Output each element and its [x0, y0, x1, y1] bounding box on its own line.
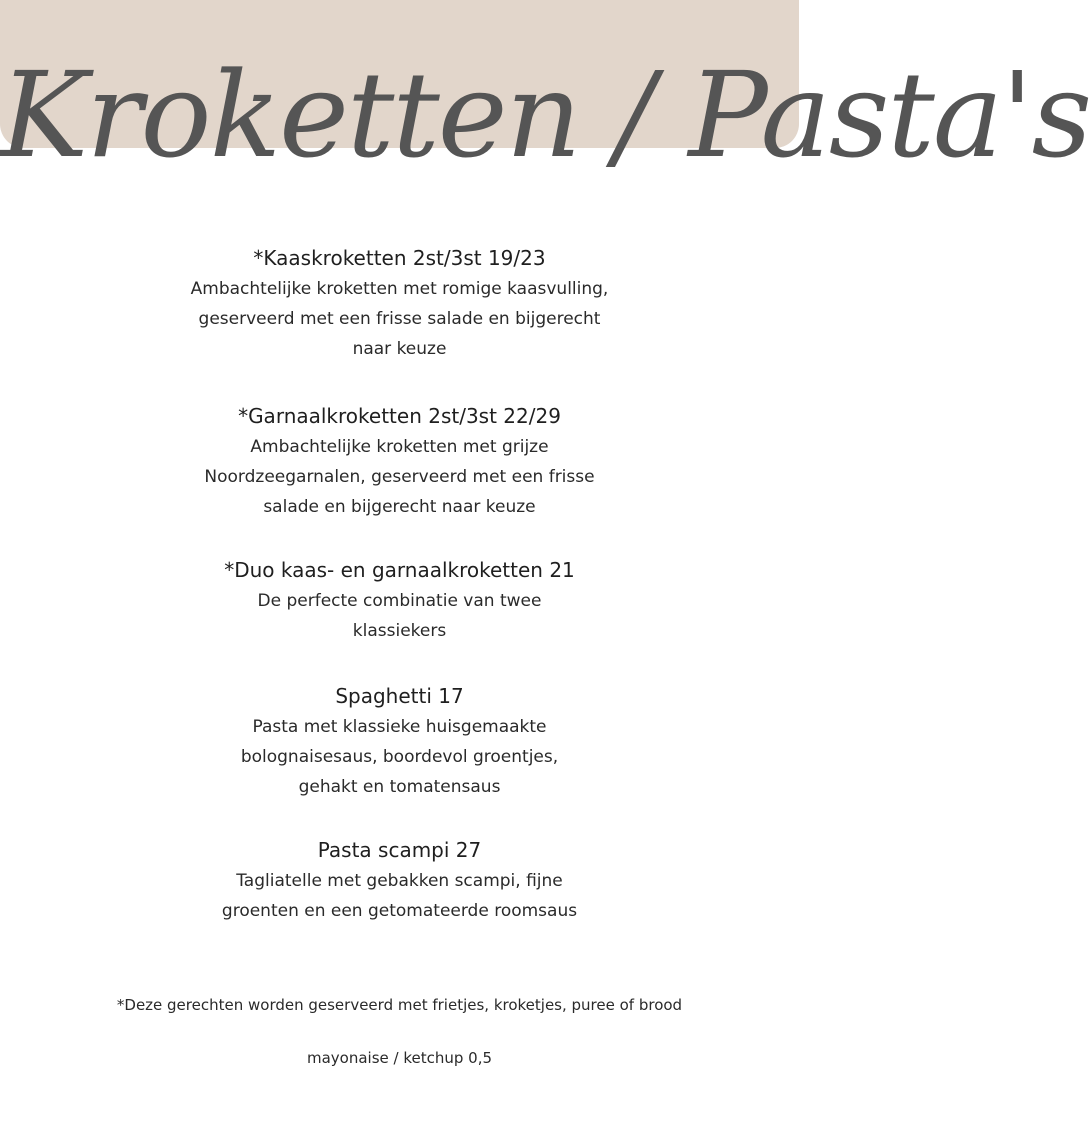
- menu-item-description: Tagliatelle met gebakken scampi, fijne groenten en een getomateerde roomsaus: [221, 871, 578, 921]
- menu-item-name: *Garnaalkroketten 2st/3st 22/29: [238, 404, 561, 428]
- menu-item-description: Ambachtelijke kroketten met romige kaasvulling, geserveerd met een frisse salade en bijgerecht naar keuze: [190, 279, 609, 359]
- menu-item-name: Pasta scampi 27: [317, 838, 482, 862]
- menu-item-name: *Kaaskroketten 2st/3st 19/23: [253, 246, 546, 270]
- page-title: Kroketten / Pasta's: [0, 46, 1090, 184]
- menu-item-kaaskroketten: [0, 242, 799, 364]
- menu-item-pasta-scampi: [0, 834, 799, 926]
- menu-item-description: Ambachtelijke kroketten met grijze Noordzeegarnalen, geserveerd met een frisse salade en bijgerecht naar keuze: [204, 437, 595, 517]
- menu-item-description: De perfecte combinatie van twee klassiekers: [257, 591, 542, 641]
- menu-item-duo-kroketten: [0, 554, 799, 646]
- menu-item-garnaalkroketten: [0, 400, 799, 522]
- footnote: *Deze gerechten worden geserveerd met frietjes, kroketjes, puree of brood: [116, 996, 683, 1014]
- sauce-extra: mayonaise / ketchup 0,5: [306, 1049, 493, 1067]
- menu-item-name: *Duo kaas- en garnaalkroketten 21: [224, 558, 575, 582]
- menu-item-name: Spaghetti 17: [335, 684, 464, 708]
- menu-item-description: Pasta met klassieke huisgemaakte bolognaisesaus, boordevol groentjes, gehakt en tomatensaus: [240, 717, 559, 797]
- menu-list: [0, 242, 799, 926]
- menu-item-spaghetti: [0, 680, 799, 802]
